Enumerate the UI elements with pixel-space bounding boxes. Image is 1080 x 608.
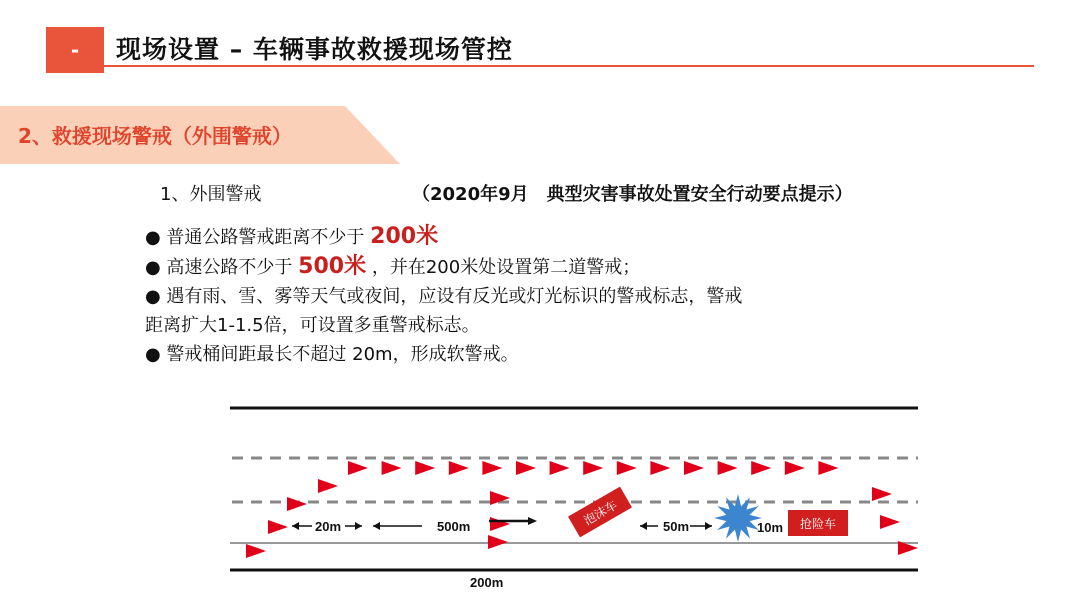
warning-cone-icon: [348, 461, 368, 475]
warning-cone-icon: [617, 461, 637, 475]
warning-cone-icon: [650, 461, 670, 475]
road-cordon-diagram: [0, 390, 1080, 608]
arrowhead: [528, 517, 537, 525]
page-title: 现场设置 – 车辆事故救援现场管控: [116, 35, 513, 64]
warning-cone-icon: [684, 461, 704, 475]
bullet-weather-line1: ● 遇有雨、雪、雾等天气或夜间，应设有反光或灯光标识的警戒标志，警戒: [145, 286, 743, 307]
highlight-value: 200米: [370, 224, 439, 249]
warning-cone-icon: [449, 461, 469, 475]
warning-cone-icon: [550, 461, 570, 475]
arrowhead: [355, 522, 362, 530]
foam-truck: [568, 487, 632, 538]
warning-cone-icon: [415, 461, 435, 475]
bullet-tail: ，并在200米处设置第二道警戒；: [371, 257, 641, 278]
section-marker-box: -: [46, 27, 104, 73]
distance-label-10m: 10m: [757, 520, 784, 535]
warning-cone-icon: [880, 515, 900, 529]
bullet-highway: [145, 252, 905, 282]
arrowhead: [640, 522, 647, 530]
warning-cone-icon: [785, 461, 805, 475]
bullet-text: ● 高速公路不少于: [145, 257, 293, 278]
arrowhead: [373, 522, 380, 530]
warning-cone-icon: [287, 497, 307, 511]
warning-cone-icon: [872, 487, 892, 501]
arrowhead: [292, 522, 299, 530]
distance-label-50m: 50m: [663, 519, 690, 534]
section-title: 2、救援现场警戒（外围警戒）: [18, 124, 292, 148]
warning-cone-icon: [583, 461, 603, 475]
warning-cone-icon: [718, 461, 738, 475]
bullet-weather-line2: 距离扩大1-1.5倍，可设置多重警戒标志。: [145, 315, 480, 336]
bullet-cone-spacing: ● 警戒桶间距最长不超过 20m，形成软警戒。: [145, 344, 519, 365]
highlight-value: 500米: [298, 254, 367, 279]
warning-cone-icon: [318, 479, 338, 493]
distance-label-200m: 200m: [470, 575, 504, 590]
warning-cone-icon: [482, 461, 502, 475]
arrowhead: [705, 522, 712, 530]
warning-cone-icon: [246, 544, 266, 558]
warning-cone-icon: [818, 461, 838, 475]
foam-truck-label: 泡沫车: [581, 497, 620, 528]
warning-cone-icon: [488, 535, 508, 549]
subheading-source: （2020年9月 典型灾害事故处置安全行动要点提示）: [412, 184, 853, 205]
bullet-ordinary-road: [145, 222, 905, 252]
warning-cone-icon: [516, 461, 536, 475]
header-underline: [104, 65, 1034, 67]
rescue-truck-label: 抢险车: [799, 517, 837, 531]
warning-cone-icon: [751, 461, 771, 475]
warning-cone-icon: [382, 461, 402, 475]
warning-cone-icon: [490, 517, 510, 531]
distance-label-500m: 500m: [437, 519, 471, 534]
warning-cone-icon: [268, 520, 288, 534]
bullet-list: [145, 222, 905, 369]
distance-label-20m: 20m: [315, 519, 342, 534]
subheading-left: 1、外围警戒: [160, 184, 262, 205]
bullet-text: ● 普通公路警戒距离不少于: [145, 227, 365, 248]
